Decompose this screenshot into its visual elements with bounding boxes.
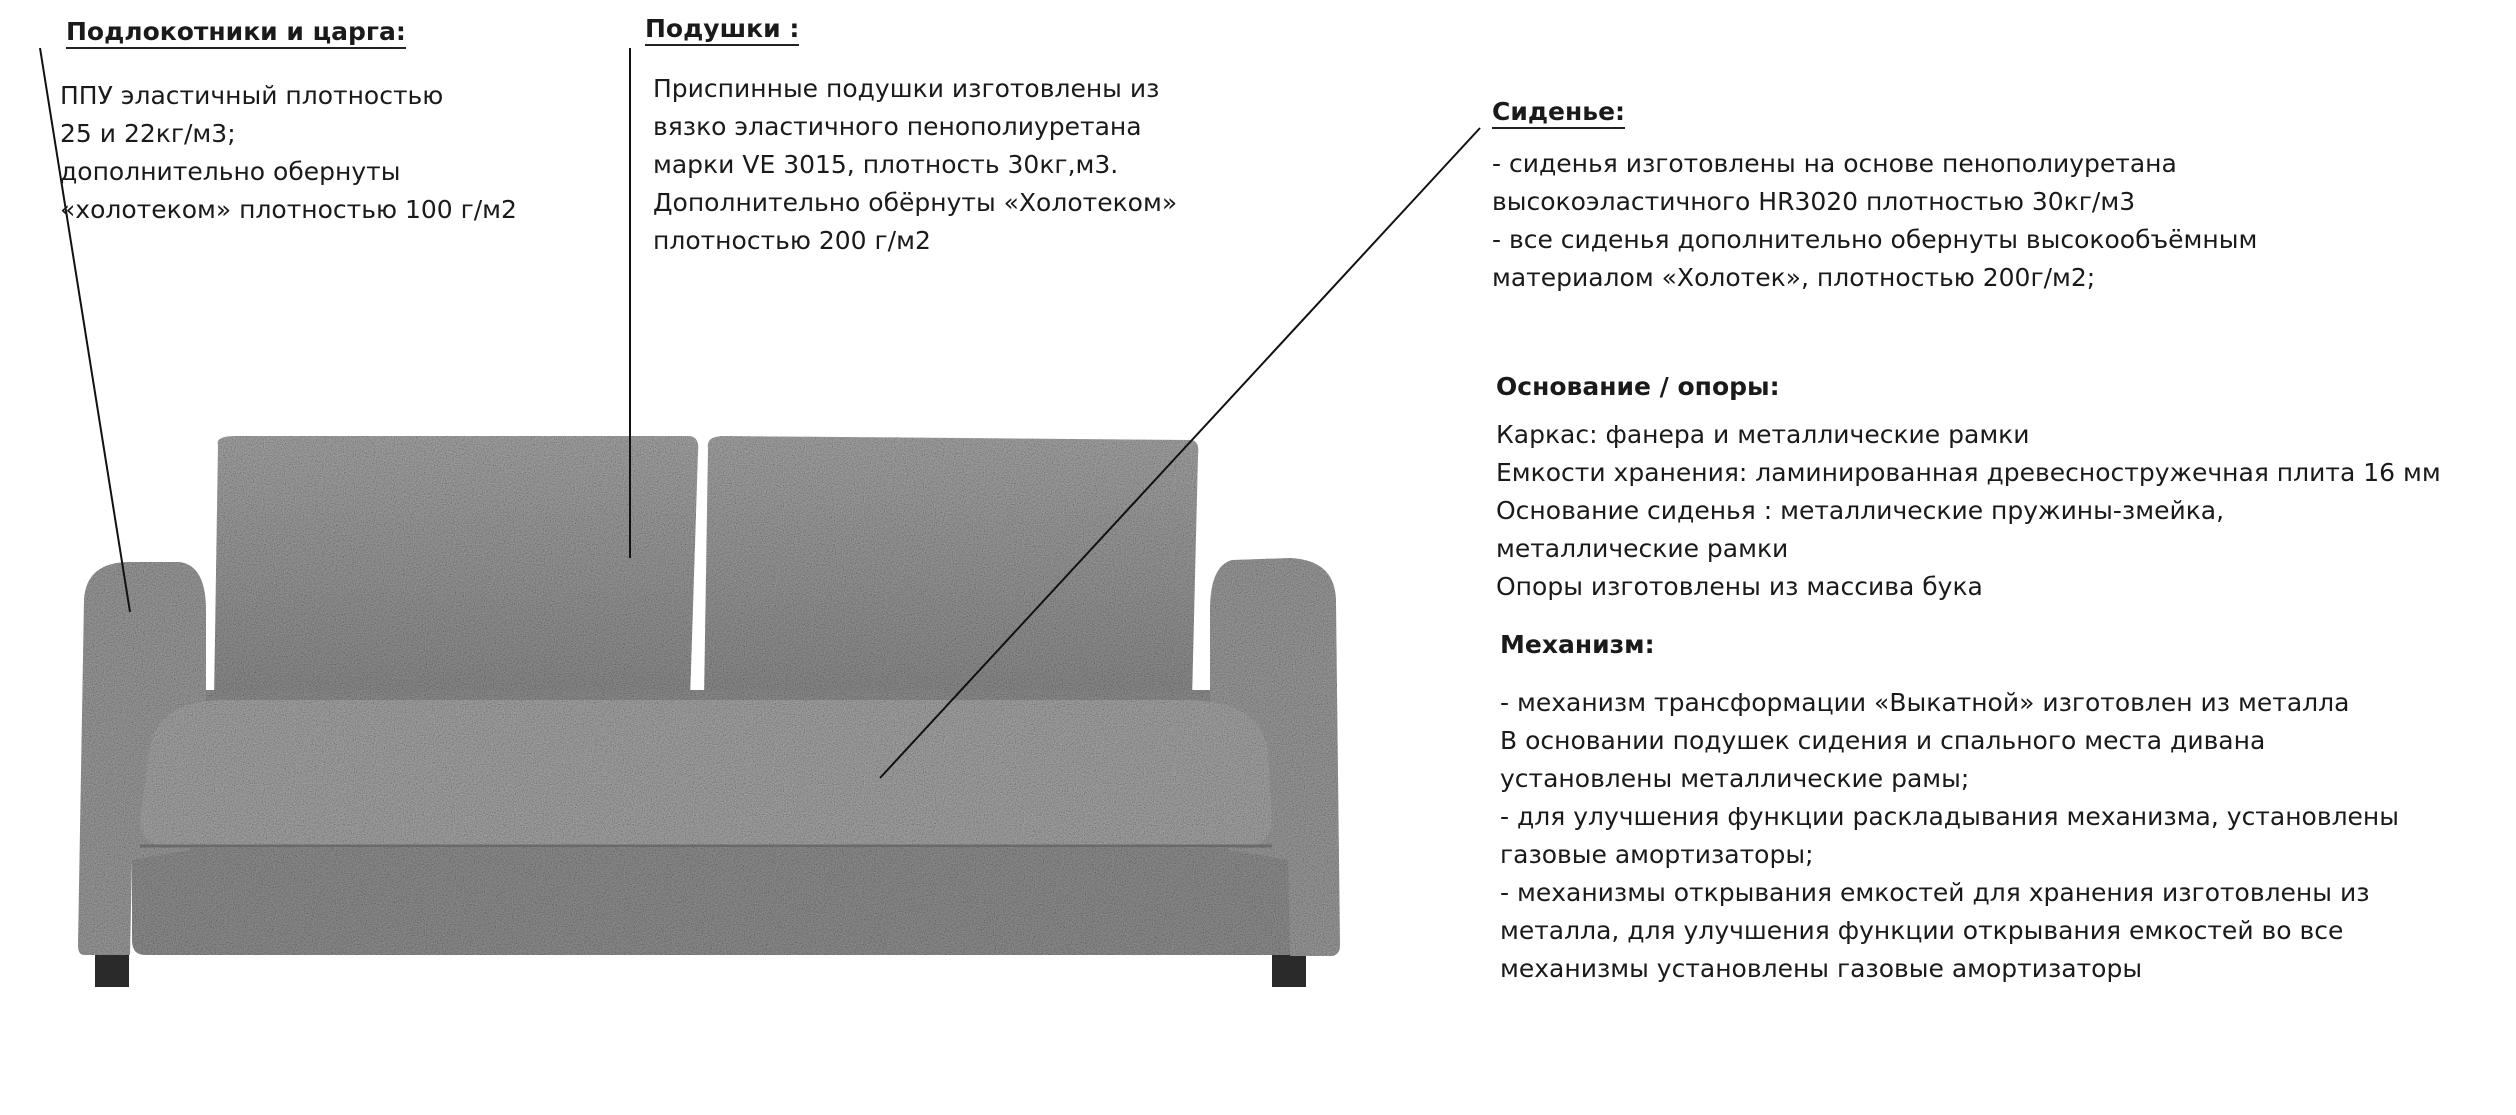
- seat-line: - сиденья изготовлены на основе пенополиуретана: [1492, 149, 2177, 178]
- cushions-line: Приспинные подушки изготовлены из: [653, 74, 1160, 103]
- mechanism-line: установлены металлические рамы;: [1500, 764, 1970, 793]
- seat-heading: Сиденье:: [1492, 95, 2492, 129]
- mechanism-line: газовые амортизаторы;: [1500, 840, 1814, 869]
- seat-line: высокоэластичного HR3020 плотностью 30кг/м3: [1492, 187, 2136, 216]
- armrests-line: дополнительно обернуты: [60, 157, 401, 186]
- seat-section: [1492, 95, 2492, 297]
- base-line: Емкости хранения: ламинированная древесностружечная плита 16 мм: [1496, 458, 2441, 487]
- back-cushion-left: [214, 436, 698, 700]
- seat-cushion: [140, 700, 1272, 848]
- armrests-line: ППУ эластичный плотностью: [60, 81, 444, 110]
- armrests-heading: Подлокотники и царга:: [66, 15, 626, 49]
- cushions-line: вязко эластичного пенополиуретана: [653, 112, 1142, 141]
- seat-line: - все сиденья дополнительно обернуты высокообъёмным: [1492, 225, 2258, 254]
- cushions-line: марки VE 3015, плотность 30кг,м3.: [653, 150, 1119, 179]
- armrests-line: 25 и 22кг/м3;: [60, 119, 236, 148]
- cushions-line: плотностью 200 г/м2: [653, 226, 931, 255]
- base-line: Каркас: фанера и металлические рамки: [1496, 420, 2030, 449]
- mechanism-heading: Механизм:: [1500, 630, 1655, 659]
- cushions-line: Дополнительно обёрнуты «Холотеком»: [653, 188, 1178, 217]
- mechanism-line: металла, для улучшения функции открывания емкостей во все: [1500, 916, 2344, 945]
- mechanism-line: - механизмы открывания емкостей для хранения изготовлены из: [1500, 878, 2370, 907]
- mechanism-line: - для улучшения функции раскладывания механизма, установлены: [1500, 802, 2400, 831]
- seat-line: материалом «Холотек», плотностью 200г/м2;: [1492, 263, 2096, 292]
- cushions-section: [645, 12, 1265, 260]
- base-heading: Основание / опоры:: [1496, 372, 1780, 401]
- back-cushion-right: [704, 436, 1198, 700]
- mechanism-line: механизмы установлены газовые амортизаторы: [1500, 954, 2143, 983]
- mechanism-line: - механизм трансформации «Выкатной» изготовлен из металла: [1500, 688, 2350, 717]
- base-line: Основание сиденья : металлические пружины-змейка,: [1496, 496, 2225, 525]
- armrests-line: «холотеком» плотностью 100 г/м2: [60, 195, 517, 224]
- armrests-section: [60, 15, 626, 229]
- mechanism-section: [1500, 628, 2500, 988]
- cushions-heading: Подушки :: [645, 12, 1265, 46]
- base-line: Опоры изготовлены из массива бука: [1496, 572, 1983, 601]
- base-line: металлические рамки: [1496, 534, 1789, 563]
- mechanism-line: В основании подушек сидения и спального места дивана: [1500, 726, 2266, 755]
- base-section: [1496, 370, 2506, 606]
